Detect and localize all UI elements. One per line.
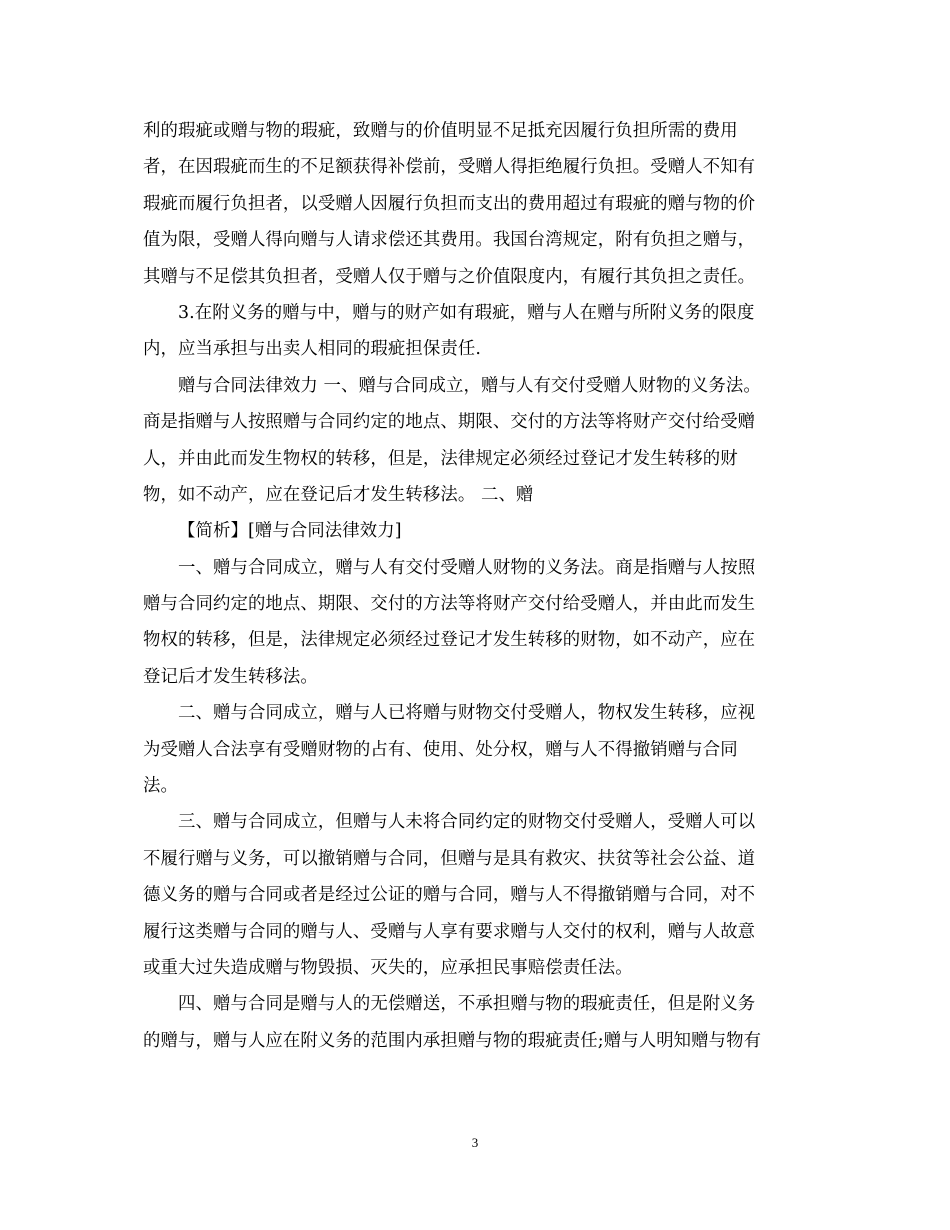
- text-line: 瑕疵而履行负担者，以受赠人因履行负担而支出的费用超过有瑕疵的赠与物的价: [143, 193, 756, 214]
- text-line: 其赠与不足偿其负担者，受赠人仅于赠与之价值限度内，有履行其负担之责任。: [143, 266, 756, 287]
- text-line: 四、赠与合同是赠与人的无偿赠送，不承担赠与物的瑕疵责任，但是附义务: [178, 994, 756, 1015]
- text-line: 二、赠与合同成立，赠与人已将赠与财物交付受赠人，物权发生转移，应视: [178, 703, 756, 724]
- text-line: 不履行赠与义务，可以撤销赠与合同，但赠与是具有救灾、扶贫等社会公益、道: [143, 848, 756, 869]
- text-line: 或重大过失造成赠与物毁损、灭失的，应承担民事赔偿责任法。: [143, 957, 633, 978]
- section-heading: 【简析】[赠与合同法律效力]: [178, 521, 402, 542]
- text-line: 利的瑕疵或赠与物的瑕疵，致赠与的价值明显不足抵充因履行负担所需的费用: [143, 121, 738, 141]
- text-line: 赠与合同法律效力 一、赠与合同成立，赠与人有交付受赠人财物的义务法。: [178, 375, 761, 396]
- text-line: 商是指赠与人按照赠与合同约定的地点、期限、交付的方法等将财产交付给受赠: [143, 412, 756, 433]
- text-line: 的赠与，赠与人应在附义务的范围内承担赠与物的瑕疵责任;赠与人明知赠与物有: [143, 1030, 762, 1051]
- text-line: 物，如不动产，应在登记后才发生转移法。 二、赠: [143, 484, 534, 505]
- page-number: 3: [471, 1135, 479, 1150]
- text-line: 德义务的赠与合同或者是经过公证的赠与合同，赠与人不得撤销赠与合同，对不: [143, 885, 756, 906]
- body-text: [143, 113, 807, 1059]
- text-line: 物权的转移，但是，法律规定必须经过登记才发生转移的财物，如不动产，应在: [143, 630, 756, 651]
- text-line: 一、赠与合同成立，赠与人有交付受赠人财物的义务法。商是指赠与人按照: [178, 557, 756, 578]
- text-line: 值为限，受赠人得向赠与人请求偿还其费用。我国台湾规定，附有负担之赠与，: [143, 230, 756, 251]
- text-line: 为受赠人合法享有受赠财物的占有、使用、处分权，赠与人不得撤销赠与合同: [143, 739, 738, 760]
- text-line: 三、赠与合同成立，但赠与人未将合同约定的财物交付受赠人，受赠人可以: [178, 812, 756, 833]
- text-line: 履行这类赠与合同的赠与人、受赠与人享有要求赠与人交付的权利，赠与人故意: [143, 921, 756, 942]
- text-line: 人，并由此而发生物权的转移，但是，法律规定必须经过登记才发生转移的财: [143, 448, 738, 469]
- text-line: 3.在附义务的赠与中，赠与的财产如有瑕疵，赠与人在赠与所附义务的限度: [178, 302, 755, 323]
- text-line: 登记后才发生转移法。: [143, 666, 318, 687]
- text-line: 内，应当承担与出卖人相同的瑕疵担保责任.: [143, 339, 481, 360]
- text-line: 者，在因瑕疵而生的不足额获得补偿前，受赠人得拒绝履行负担。受赠人不知有: [143, 157, 756, 178]
- text-line: 法。: [143, 776, 178, 797]
- text-line: 赠与合同约定的地点、期限、交付的方法等将财产交付给受赠人，并由此而发生: [143, 594, 756, 615]
